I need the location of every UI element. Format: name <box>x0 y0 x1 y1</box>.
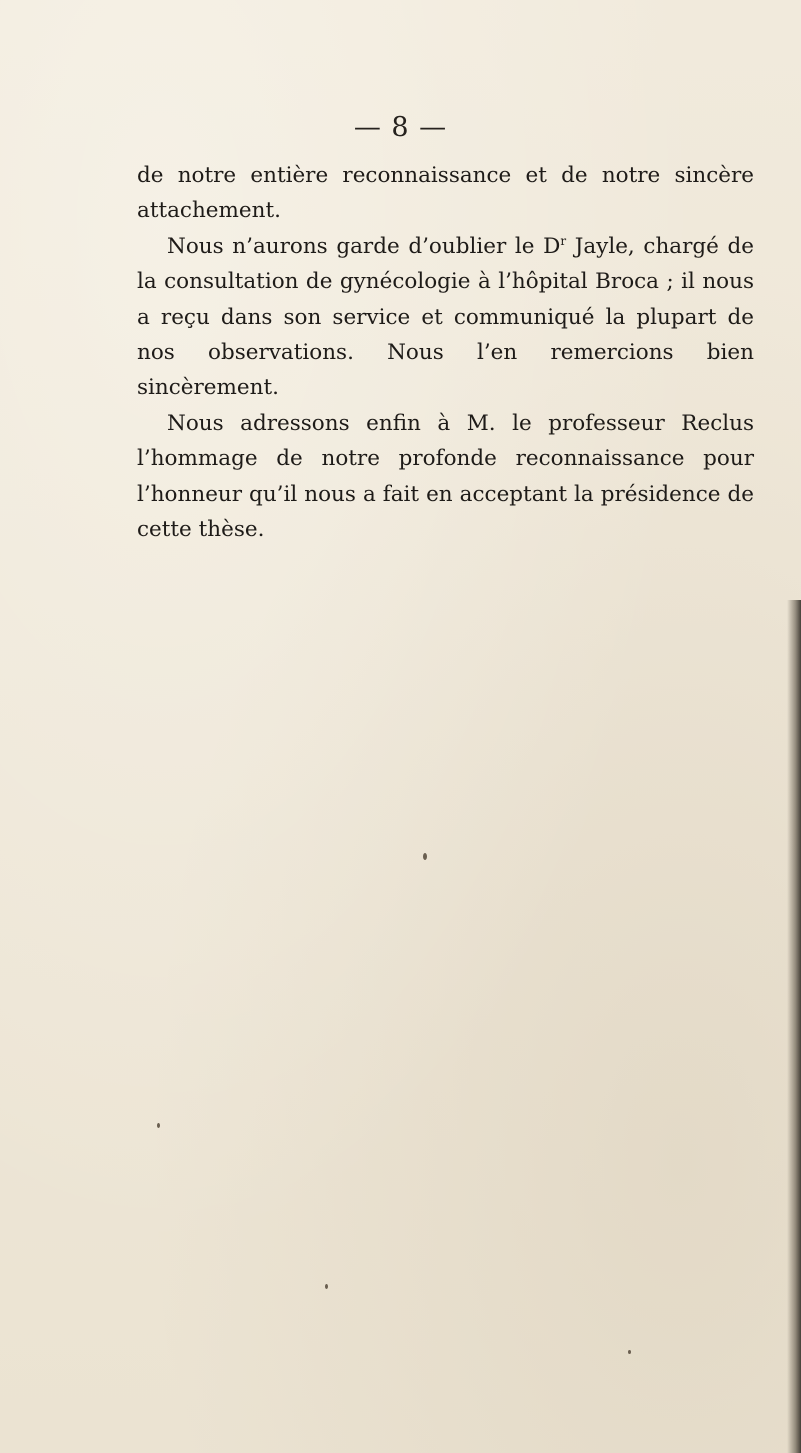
superscript-dr: r <box>560 233 567 248</box>
paper-speck <box>423 853 427 860</box>
paper-speck <box>628 1350 631 1354</box>
page-edge-wear <box>787 600 801 1453</box>
paragraph-3: Nous adressons enfin à M. le professeur Reclus l’hommage de notre profonde reconnaissance pour l’honneur qu’il nous a fait en acceptant la présidence de cette thèse. <box>137 410 754 543</box>
body-text <box>137 158 754 547</box>
paper-speck <box>325 1284 328 1289</box>
page-number: — 8 — <box>353 112 448 143</box>
paragraph-2-text-after: Jayle, chargé de la consultation de gynécologie à l’hôpital Broca ; il nous a reçu dans son service et communiqué la plupart de nos observations. Nous l’en remercions bien sincèrement. <box>137 233 754 401</box>
paper-speck <box>157 1123 160 1128</box>
paragraph-2 <box>137 229 754 406</box>
paragraph-1: de notre entière reconnaissance et de notre sincère attachement. <box>137 163 754 224</box>
paragraph-2-text-before: Nous n’aurons garde d’oublier le D <box>167 233 561 259</box>
